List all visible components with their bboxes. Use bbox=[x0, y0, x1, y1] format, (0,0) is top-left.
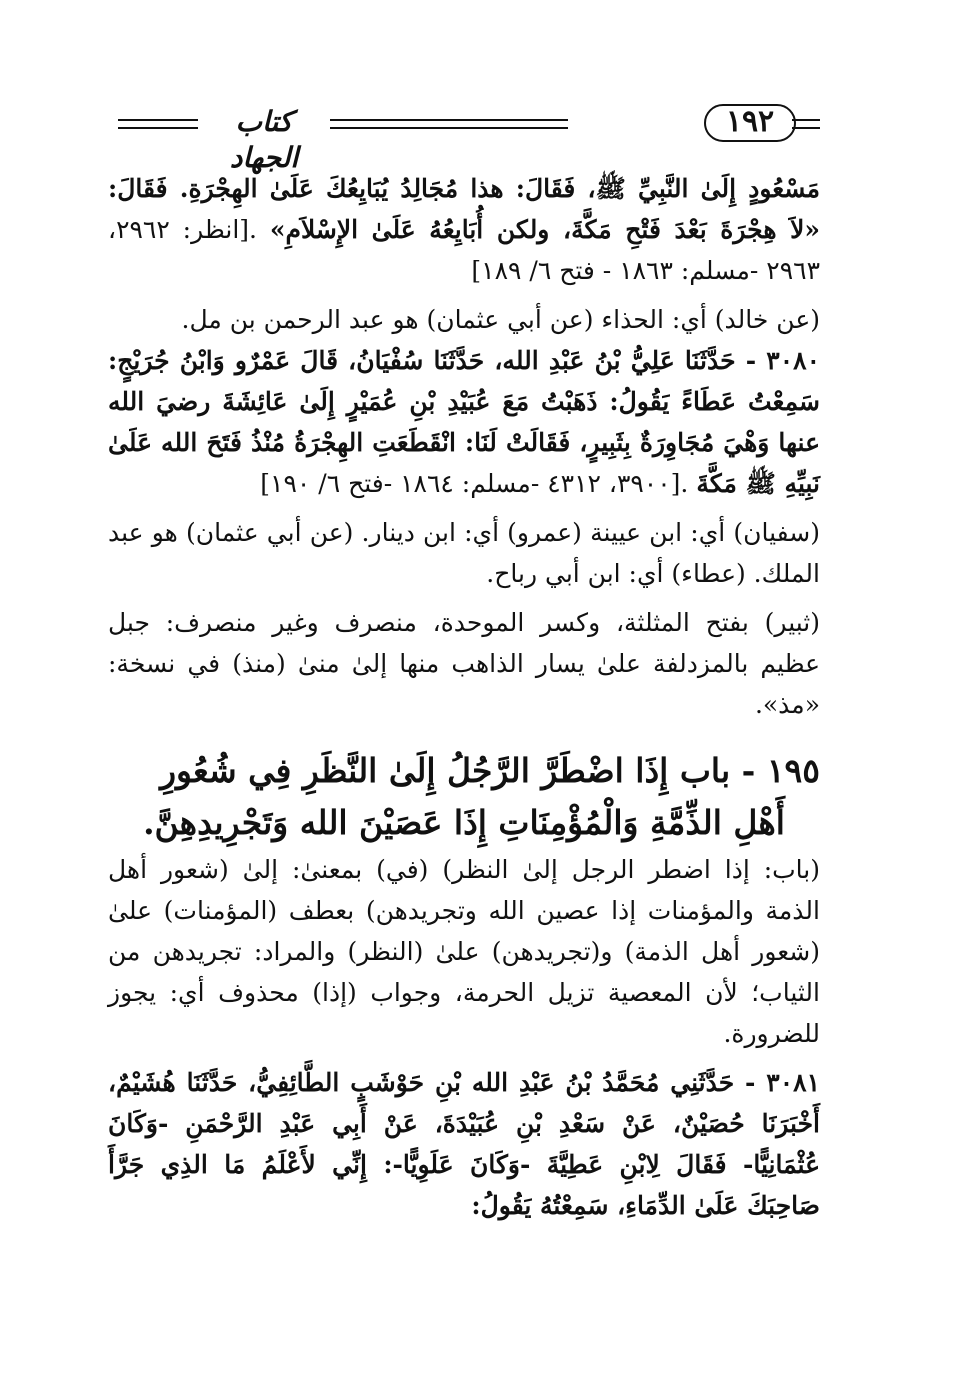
hadith-reference: .[٣٩٠٠، ٤٣١٢ -مسلم: ١٨٦٤ -فتح ٦/ ١٩٠] bbox=[260, 469, 689, 498]
running-title: كتاب الجهاد bbox=[229, 105, 299, 174]
header-rule bbox=[330, 119, 568, 121]
chapter-heading: ١٩٥ - باب إِذَا اضْطَرَّ الرَّجُلُ إِلَىٰ النَّظَرِ فِي شُعُورِ أَهْلِ الذِّمَّةِ وَالْمُؤْمِنَاتِ إِذَا عَصَيْنَ الله وَتَجْرِيدِهِنَّ. bbox=[143, 751, 820, 842]
hadith-paragraph: ٣٠٨١ - حَدَّثَنِي مُحَمَّدُ بْنُ عَبْدِ الله بْنِ حَوْشَبٍ الطَّائِفِيُّ، حَدَّثَنَا هُشَيْمٌ، أَخْبَرَنَا حُصَيْنٌ، عَنْ سَعْدِ بْنِ عُبَيْدَةَ، عَنْ أَبِي عَبْدِ الرَّحْمَنِ -وَكَانَ عُثْمَانِيًّا- فَقَالَ لِابْنِ عَطِيَّةَ -وَكَانَ عَلَوِيًّا-: إِنِّي لأَعْلَمُ مَا الذِي جَرَّأَ صَاحِبَكَ عَلَىٰ الدِّمَاءِ، سَمِعْتُهُ يَقُولُ: bbox=[108, 1068, 820, 1220]
header-rule bbox=[330, 127, 568, 129]
header-rule bbox=[792, 127, 820, 129]
commentary-paragraph: (سفيان) أي: ابن عيينة (عمرو) أي: ابن دينار. (عن أبي عثمان) هو عبد الملك. (عطاء) أي: ابن أبي رباح. bbox=[108, 518, 820, 588]
page-number: ١٩٢ bbox=[704, 104, 796, 142]
hadith-reference: .[انظر: ٢٩٦٢، ٢٩٦٣ -مسلم: ١٨٦٣ - فتح ٦/ ١٨٩] bbox=[108, 215, 820, 285]
hadith-paragraph bbox=[108, 340, 820, 504]
hadith-text: مَسْعُودٍ إِلَىٰ النَّبِيِّ ﷺ، فَقَالَ: هذا مُجَالِدُ يُبَايِعُكَ عَلَىٰ الهِجْرَةِ. فَقَالَ: «لاَ هِجْرَةَ بَعْدَ فَتْحِ مَكَّةَ، ولكن أُبَايِعُهُ عَلَىٰ الإِسْلاَمِ» bbox=[108, 174, 820, 244]
page-body bbox=[108, 168, 820, 1226]
hadith-text: ٣٠٨٠ - حَدَّثَنَا عَلِيُّ بْنُ عَبْدِ الله، حَدَّثَنَا سُفْيَانُ، قَالَ عَمْرٌو وَابْنُ جُرَيْجٍ: سَمِعْتُ عَطَاءً يَقُولُ: ذَهَبْتُ مَعَ عُبَيْدِ بْنِ عُمَيْرٍ إِلَىٰ عَائِشَةَ رضيَ الله عنها وَهْيَ مُجَاوِرَةٌ بِثَبِيرٍ، فَقَالَتْ لَنَا: انْقَطَعَتِ الهِجْرَةُ مُنْذُ فَتَحَ الله عَلَىٰ نَبِيِّهِ ﷺ مَكَّةَ bbox=[108, 346, 820, 498]
hadith-paragraph bbox=[108, 168, 820, 291]
header-rule bbox=[118, 127, 198, 129]
header-rule bbox=[792, 119, 820, 121]
page-header bbox=[100, 100, 842, 174]
commentary-paragraph: (عن خالد) أي: الحذاء (عن أبي عثمان) هو عبد الرحمن بن مل. bbox=[181, 305, 820, 334]
header-rule bbox=[118, 119, 198, 121]
commentary-paragraph: (باب: إذا اضطر الرجل إلىٰ النظر) (في) بمعنىٰ: إلىٰ (شعور أهل الذمة والمؤمنات إذا عصين الله وتجريدهن) بعطف (المؤمنات) علىٰ (شعور أهل الذمة) و(تجريدهن) علىٰ (النظر) والمراد: تجريدهن من الثياب؛ لأن المعصية تزيل الحرمة، وجواب (إذا) محذوف أي: يجوز للضرورة. bbox=[108, 855, 821, 1048]
commentary-paragraph: (ثبير) بفتح المثلثة، وكسر الموحدة، منصرف وغير منصرف: جبل عظيم بالمزدلفة علىٰ يسار الذاهب منها إلىٰ منىٰ (منذ) في نسخة: «مذ». bbox=[108, 608, 820, 719]
